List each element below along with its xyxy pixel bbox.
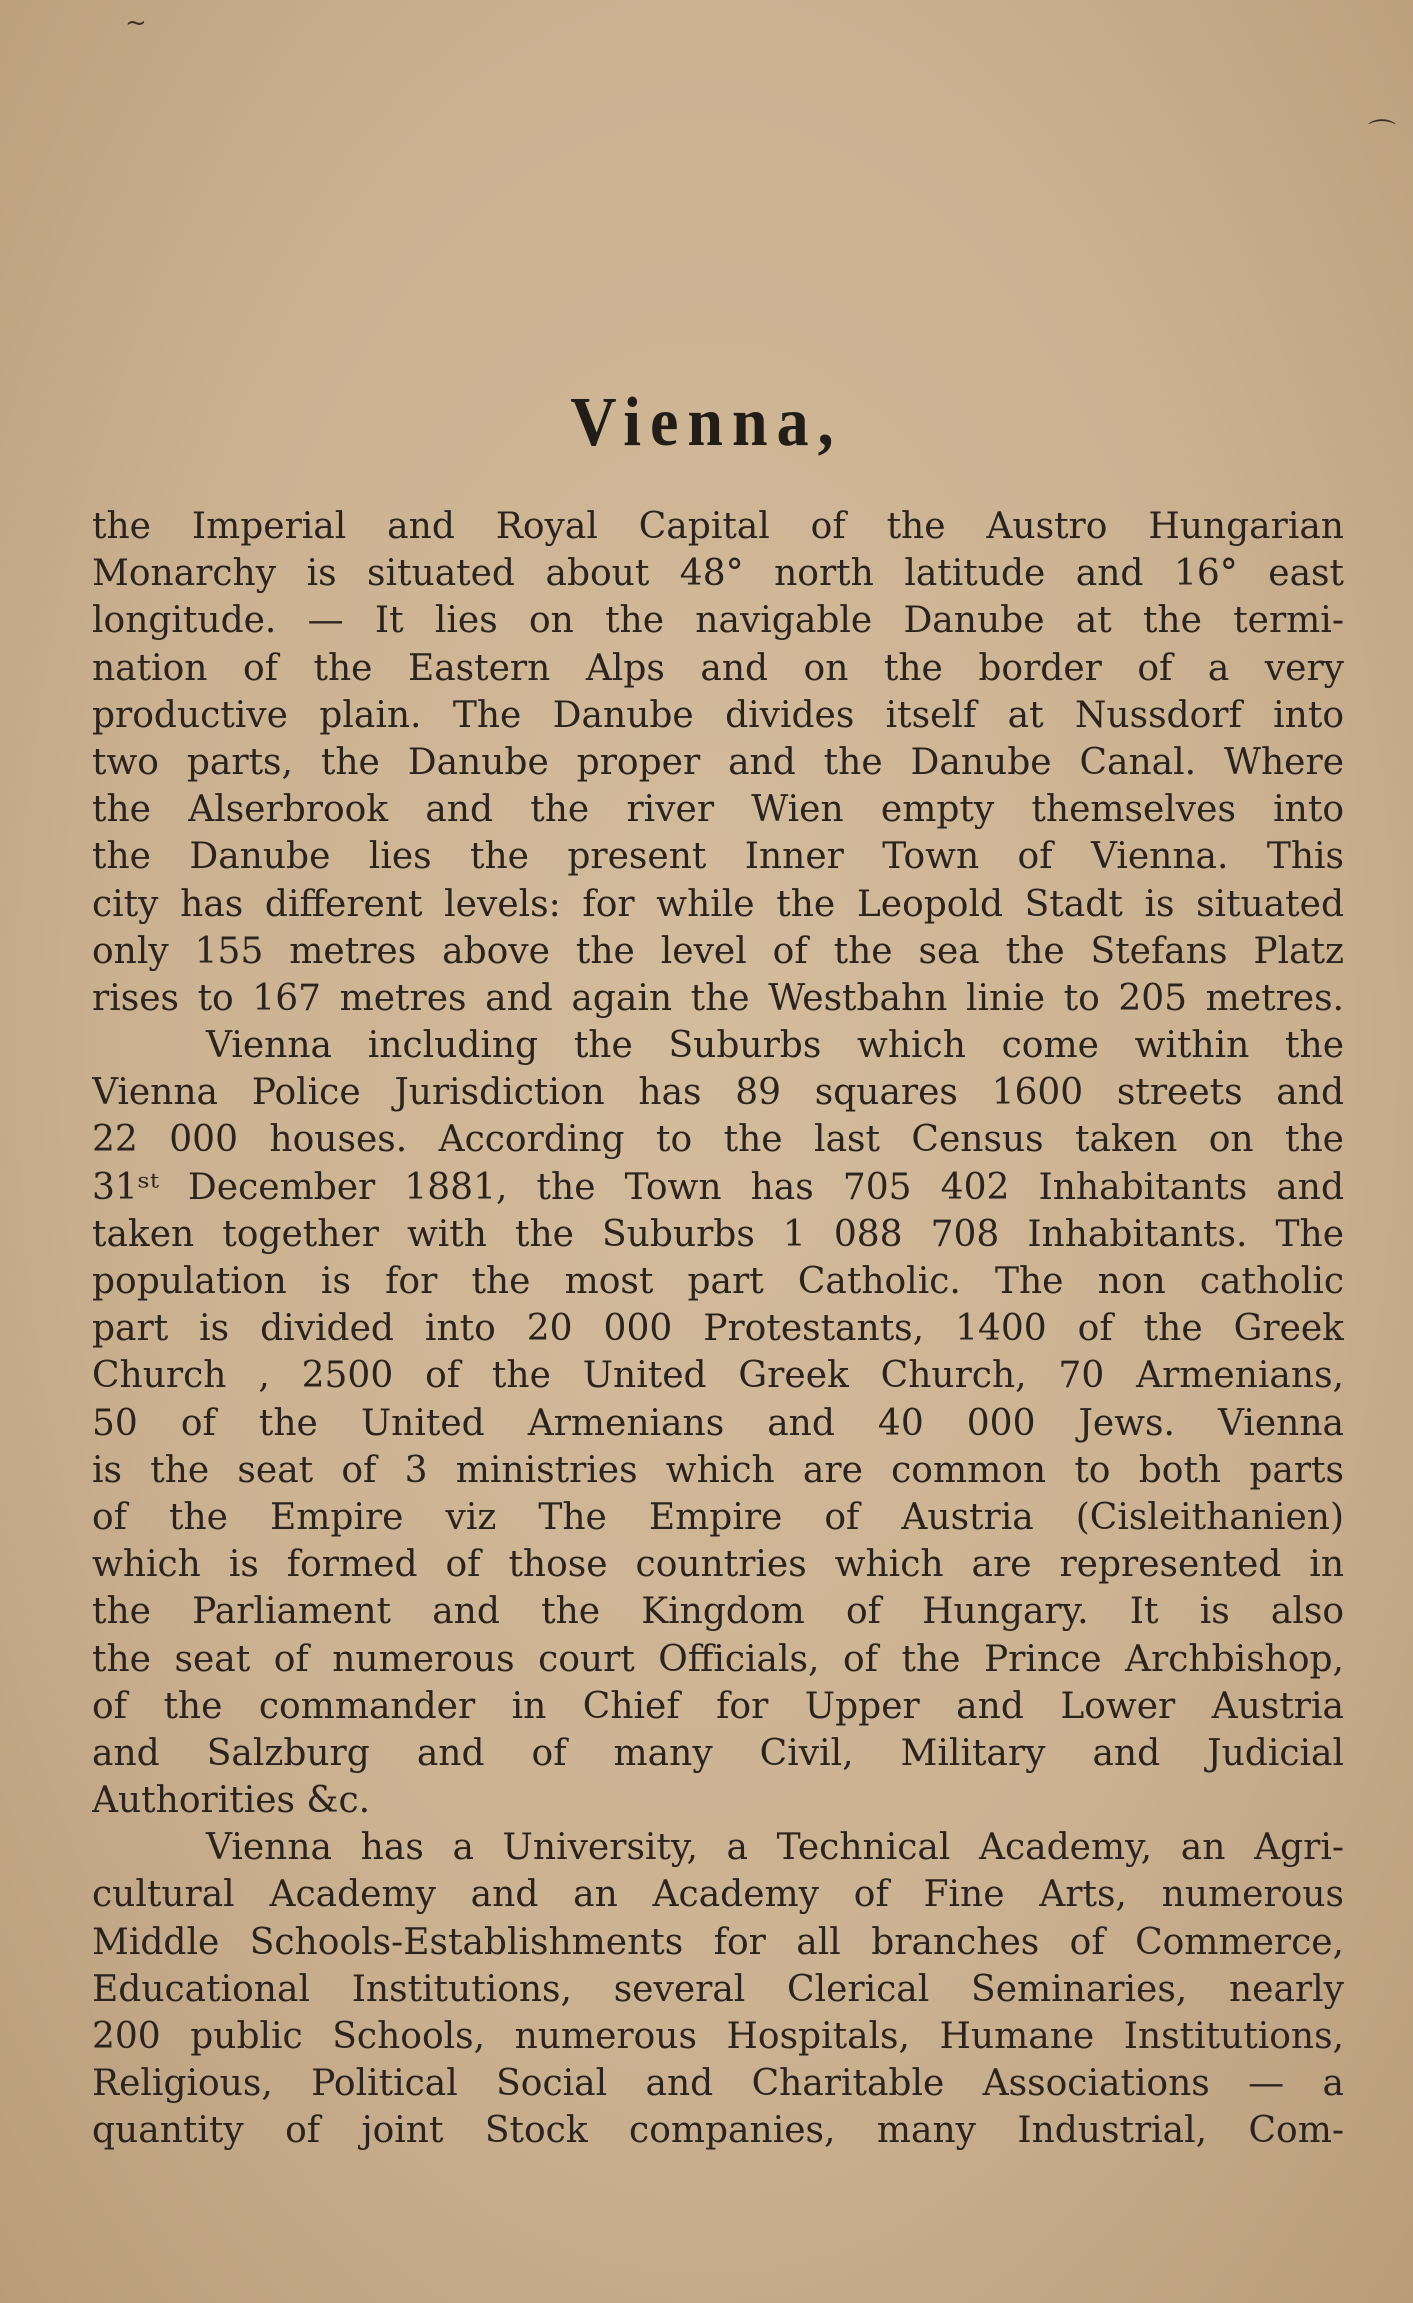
text-line: the Danube lies the present Inner Town of Vienna. This: [92, 836, 1344, 878]
text-line: cultural Academy and an Academy of Fine Arts, numerous: [92, 1874, 1344, 1916]
text-line: of the commander in Chief for Upper and Lower Austria: [92, 1685, 1344, 1727]
text-line: Vienna including the Suburbs which come within the: [206, 1025, 1344, 1067]
text-line: population is for the most part Catholic. The non catholic: [92, 1261, 1344, 1302]
scan-mark: ⌒: [1368, 117, 1397, 150]
text-line: two parts, the Danube proper and the Danube Canal. Where: [92, 741, 1344, 783]
text-line: Monarchy is situated about 48° north latitude and 16° east: [92, 553, 1344, 595]
text-line: Middle Schools-Establishments for all branches of Commerce,: [92, 1921, 1344, 1963]
text-line: Church , 2500 of the United Greek Church, 70 Armenians,: [92, 1355, 1344, 1397]
text-line: Religious, Political Social and Charitable Associations — a: [92, 2063, 1344, 2105]
text-line: and Salzburg and of many Civil, Military and Judicial: [92, 1732, 1344, 1774]
text-line: Educational Institutions, several Clerical Seminaries, nearly: [92, 1968, 1344, 2010]
text-line: the Imperial and Royal Capital of the Austro Hungarian: [92, 506, 1344, 547]
text-line: nation of the Eastern Alps and on the border of a very: [92, 647, 1344, 689]
text-line: 50 of the United Armenians and 40 000 Jews. Vienna: [92, 1402, 1344, 1444]
text-line: the seat of numerous court Officials, of the Prince Archbishop,: [92, 1638, 1344, 1680]
text-line: Authorities &c.: [92, 1780, 371, 1822]
text-line: is the seat of 3 ministries which are common to both parts: [92, 1449, 1344, 1491]
text-line: 31ˢᵗ December 1881, the Town has 705 402 Inhabitants and: [92, 1166, 1344, 1208]
text-line: Vienna has a University, a Technical Academy, an Agri-: [206, 1827, 1344, 1869]
text-line: 22 000 houses. According to the last Census taken on the: [92, 1119, 1344, 1161]
page-title: Vienna,: [570, 382, 843, 461]
text-line: quantity of joint Stock companies, many Industrial, Com-: [92, 2110, 1344, 2152]
text-line: rises to 167 metres and again the Westbahn linie to 205 metres.: [92, 977, 1344, 1019]
text-line: which is formed of those countries which are represented in: [92, 1544, 1344, 1586]
text-line: city has different levels: for while the Leopold Stadt is situated: [92, 883, 1344, 925]
text-line: part is divided into 20 000 Protestants, 1400 of the Greek: [92, 1308, 1344, 1350]
text-line: 200 public Schools, numerous Hospitals, Humane Institutions,: [92, 2016, 1344, 2057]
text-line: the Alserbrook and the river Wien empty themselves into: [92, 789, 1344, 831]
text-line: only 155 metres above the level of the sea the Stefans Platz: [92, 930, 1344, 972]
text-line: Vienna Police Jurisdiction has 89 squares 1600 streets and: [92, 1072, 1344, 1114]
text-line: the Parliament and the Kingdom of Hungary. It is also: [92, 1591, 1344, 1633]
text-line: taken together with the Suburbs 1 088 708 Inhabitants. The: [92, 1213, 1344, 1255]
body-text: [92, 503, 1344, 2155]
text-line: of the Empire viz The Empire of Austria (Cisleithanien): [92, 1496, 1344, 1538]
scan-mark: ~: [125, 8, 147, 38]
text-line: longitude. — It lies on the navigable Danube at the termi-: [92, 600, 1344, 642]
text-line: productive plain. The Danube divides itself at Nussdorf into: [92, 694, 1344, 736]
